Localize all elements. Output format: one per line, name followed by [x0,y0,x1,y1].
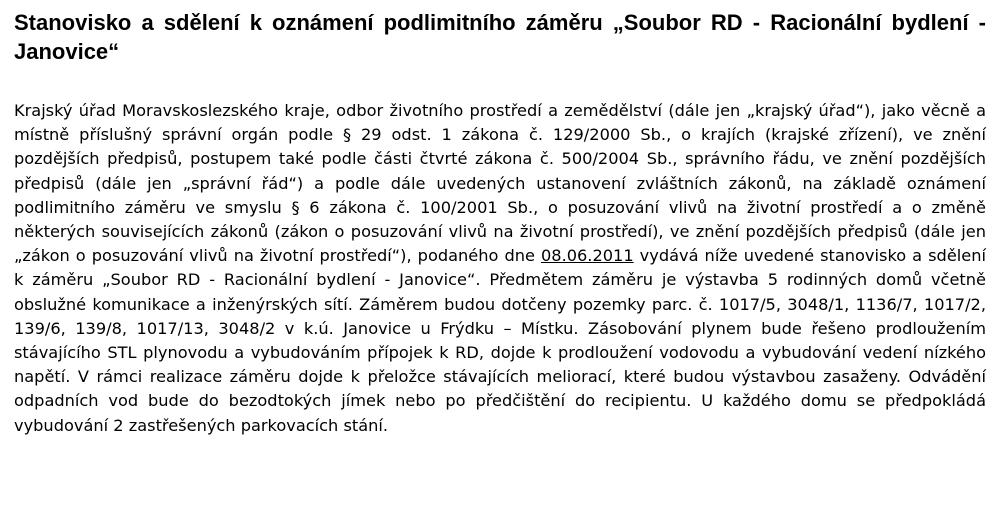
document-title: Stanovisko a sdělení k oznámení podlimitního záměru „Soubor RD - Racionální bydlení - Janovice“ [14,10,986,64]
submission-date: 08.06.2011 [540,246,634,266]
body-paragraph [14,99,986,438]
paragraph-text-after-date: vydává níže uvedené stanovisko a sdělení k záměru „Soubor RD - Racionální bydlení - Janovice“. Předmětem záměru je výstavba 5 rodinných domů včetně obslužné komunikace a inženýrských sítí. Záměrem budou dotčeny pozemky parc. č. 1017/5, 3048/1, 1136/7, 1017/2, 139/6, 139/8, 1017/13, 3048/2 v k.ú. Janovice u Frýdku – Místku. Zásobování plynem bude řešeno prodloužením stávajícího STL plynovodu a vybudováním přípojek k RD, dojde k prodloužení vodovodu a vybudování vedení nízkého napětí. V rámci realizace záměru dojde k přeložce stávajících meliorací, které budou výstavbou zasaženy. Odvádění odpadních vod bude do bezodtokých jímek nebo po předčištění do recipientu. U každého domu se předpokládá vybudování 2 zastřešených parkovacích stání. [14,246,986,435]
paragraph-text-before-date: Krajský úřad Moravskoslezského kraje, odbor životního prostředí a zemědělství (dále jen „krajský úřad“), jako věcně a místně příslušný správní orgán podle § 29 odst. 1 zákona č. 129/2000 Sb., o krajích (krajské zřízení), ve znění pozdějších předpisů, postupem také podle části čtvrté zákona č. 500/2004 Sb., správního řádu, ve znění pozdějších předpisů (dále jen „správní řád“) a podle dále uvedených ustanovení zvláštních zákonů, na základě oznámení podlimitního záměru ve smyslu § 6 zákona č. 100/2001 Sb., o posuzování vlivů na životní prostředí a o změně některých souvisejících zákonů (zákon o posuzování vlivů na životní prostředí), ve znění pozdějších předpisů (dále jen „zákon o posuzování vlivů na životní prostředí“), podaného dne [14,101,986,266]
document-page [14,8,986,438]
